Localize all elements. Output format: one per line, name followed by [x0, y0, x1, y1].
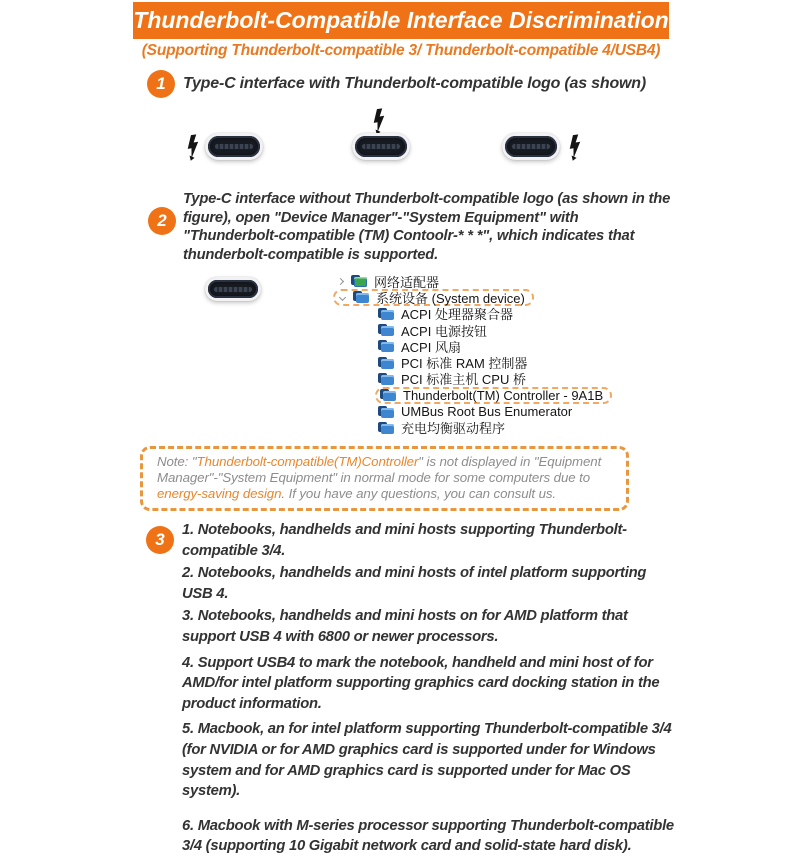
type-c-slot [208, 280, 258, 298]
type-c-pins [214, 287, 252, 292]
system-device-icon [378, 324, 394, 336]
tree-row-network-adapter [336, 273, 616, 289]
tree-row [336, 338, 616, 354]
note-box [140, 446, 629, 511]
tree-row-thunderbolt-controller [336, 387, 616, 403]
tree-row-label: 充电均衡驱动程序 [401, 421, 506, 437]
note-highlight: energy-saving design [157, 485, 282, 501]
tree-row [336, 354, 616, 370]
tree-row-system-device [336, 289, 616, 305]
chevron-right-icon [337, 278, 344, 285]
type-c-pins [362, 144, 400, 149]
type-c-port-plain [205, 277, 261, 301]
step2-paragraph: Type-C interface without Thunderbolt-compatible logo (as shown in the figure), open "Device Manager"-"System Equipment" with "Thunderbolt-compatible (TM) Contoolr-* * *", which indicates that thunderbolt-compatible is supported. [183, 191, 671, 263]
step2-number: 2 [157, 211, 167, 230]
tree-row [336, 420, 616, 436]
type-c-slot [505, 136, 557, 157]
step3-list [182, 520, 676, 859]
system-device-icon [378, 422, 394, 434]
page-title-banner [133, 2, 669, 39]
type-c-slot [355, 136, 407, 157]
tree-row-label: ACPI 处理器聚合器 [401, 307, 513, 323]
thunderbolt-icon [369, 108, 389, 136]
tree-row-label: ACPI 电源按钮 [401, 323, 487, 339]
tree-row-label: 系统设备 (System device) [376, 290, 525, 306]
type-c-pins [215, 144, 253, 149]
step1-badge [147, 70, 175, 98]
list-item: 4. Support USB4 to mark the notebook, handheld and mini host of for AMD/for intel platform supporting graphics card docking station in the product information. [182, 654, 660, 712]
tree-row-label: 网络适配器 [374, 274, 440, 290]
step1-heading: Type-C interface with Thunderbolt-compatible logo (as shown) [183, 75, 646, 92]
list-item: 6. Macbook with M-series processor supporting Thunderbolt-compatible 3/4 (supporting 10 Gigabit network card and solid-state hard disk). [182, 817, 674, 855]
note-text: " is not displayed in "Equipment Manager"-"System Equipment" in normal mode for some computers due to [157, 454, 602, 485]
list-item: 2. Notebooks, handhelds and mini hosts of intel platform supporting USB 4. [182, 565, 647, 602]
page-subtitle: (Supporting Thunderbolt-compatible 3/ Thunderbolt-compatible 4/USB4) [141, 42, 661, 59]
step3-number: 3 [155, 530, 165, 549]
chevron-down-icon [339, 294, 346, 301]
thunderbolt-icon [183, 134, 203, 162]
tree-row-label: Thunderbolt(TM) Controller - 9A1B [403, 387, 604, 403]
highlight-box [375, 387, 612, 404]
type-c-pins [512, 144, 550, 149]
step1-number: 1 [156, 74, 166, 93]
tree-row [336, 322, 616, 338]
system-device-icon [378, 340, 394, 352]
tree-row-label: PCI 标准 RAM 控制器 [401, 356, 528, 372]
device-manager-tree [336, 273, 616, 436]
note-text: Note: " [157, 454, 197, 469]
type-c-slot [208, 136, 260, 157]
list-item: 1. Notebooks, handhelds and mini hosts supporting Thunderbolt-compatible 3/4. [182, 522, 627, 559]
tree-row-label: UMBus Root Bus Enumerator [401, 404, 573, 420]
thunderbolt-icon [565, 134, 585, 162]
page-title: Thunderbolt-Compatible Interface Discrimination [133, 7, 669, 33]
note-text: . If you have any questions, you can consult us. [281, 485, 557, 501]
tree-row [336, 306, 616, 322]
system-device-icon [378, 406, 394, 418]
system-device-icon [378, 308, 394, 320]
note-highlight: Thunderbolt-compatible(TM)Controller [196, 454, 419, 469]
system-device-icon [378, 357, 394, 369]
system-device-icon [380, 389, 396, 401]
tree-row-label: ACPI 风扇 [401, 339, 461, 355]
list-item: 3. Notebooks, handhelds and mini hosts on for AMD platform that support USB 4 with 6800 or newer processors. [182, 608, 628, 645]
system-device-icon [353, 291, 369, 303]
type-c-port [352, 133, 410, 160]
tree-row [336, 371, 616, 387]
step3-badge [146, 526, 174, 554]
tree-row [336, 403, 616, 419]
network-adapter-icon [351, 275, 367, 287]
step2-badge [148, 207, 176, 235]
type-c-port [205, 133, 263, 160]
tree-row-label: PCI 标准主机 CPU 桥 [401, 372, 526, 388]
system-device-icon [378, 373, 394, 385]
list-item: 5. Macbook, an for intel platform supporting Thunderbolt-compatible 3/4 (for NVIDIA or for AMD graphics card is supported under for Windows system and for AMD graphics card is supported under for Mac OS system). [182, 721, 672, 800]
type-c-port [502, 133, 560, 160]
